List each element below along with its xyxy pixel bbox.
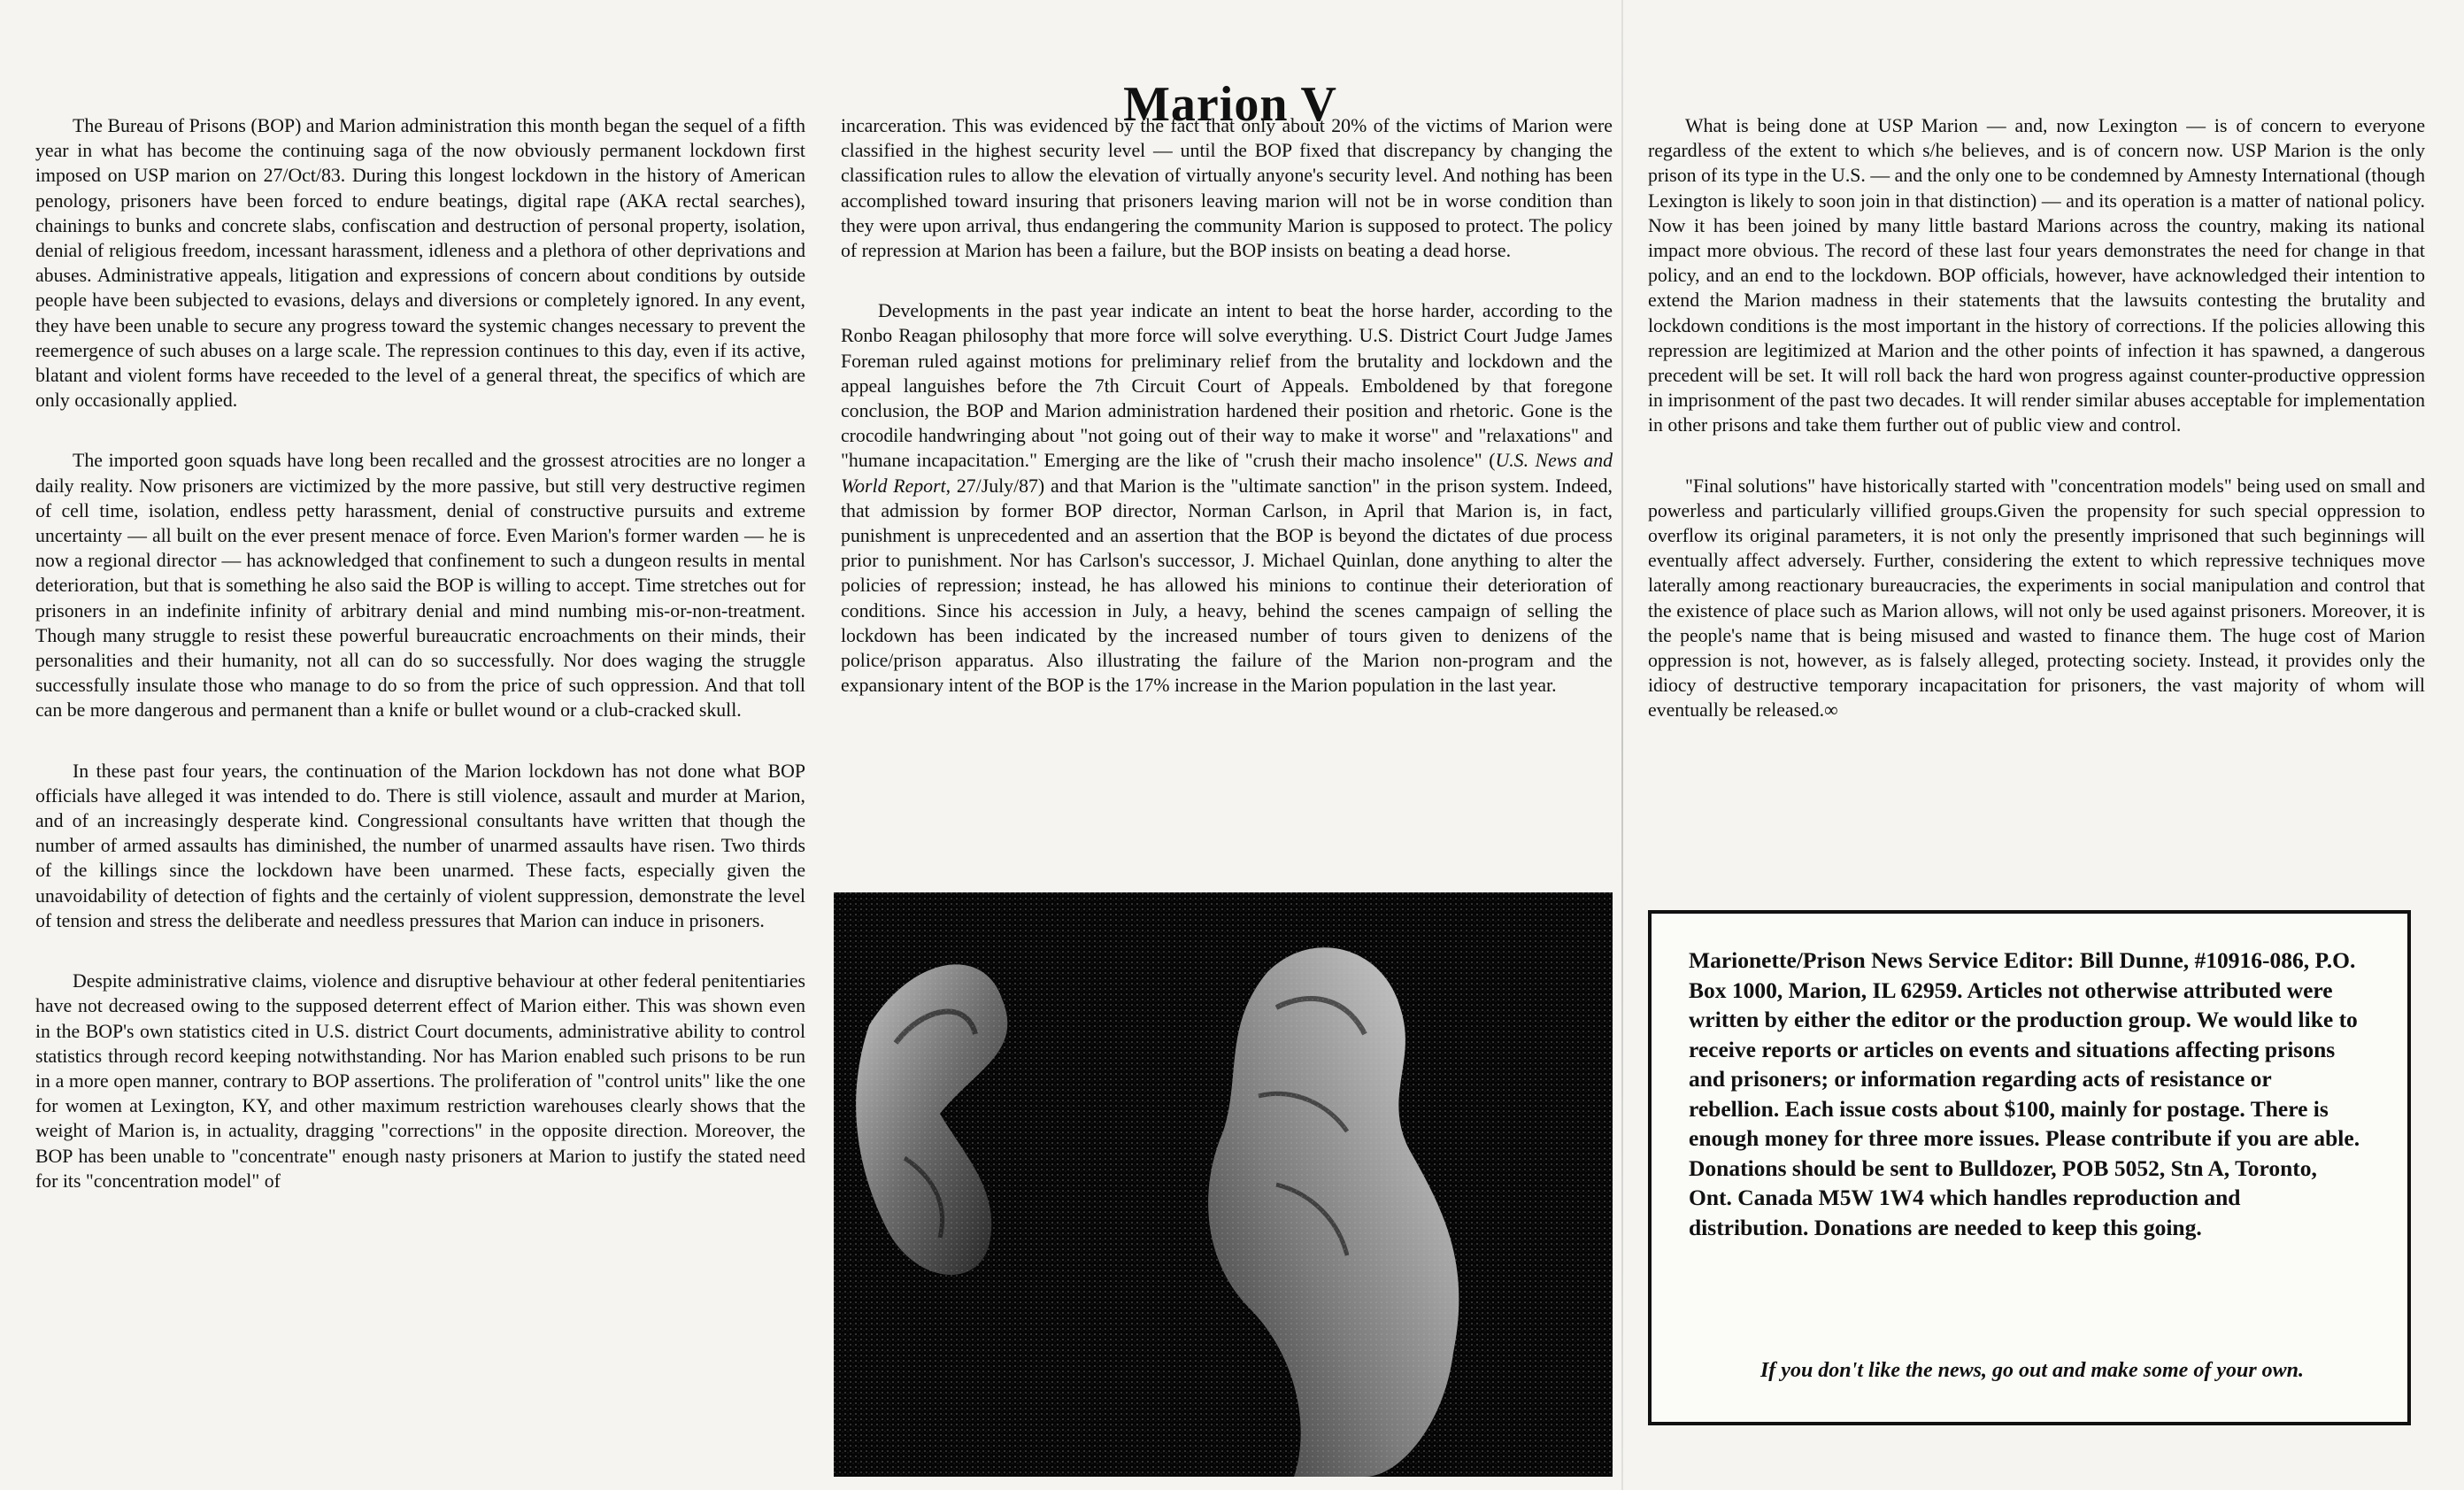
paragraph: Despite administrative claims, violence and disruptive behaviour at other federal penitentiaries have not decreased owing to the supposed deterrent effect of Marion either. This was shown even in the BOP's own statistics cited in U.S. district Court documents, administrative ability to control statistics through record keeping notwithstanding. Nor has Marion enabled such prisons to be run in a more open manner, contrary to BOP assertions. The proliferation of "control units" like the one for women at Lexington, KY, and other maximum restriction warehouses clearly shows that the weight of Marion is, in actuality, dragging "corrections" in the opposite direction. Moreover, the BOP has been unable to "concentrate" enough nasty prisoners at Marion to justify the stated need for its "concentration model" of bbox=[35, 970, 805, 1192]
paragraph: In these past four years, the continuation of the Marion lockdown has not done what BOP officials have alleged it was intended to do. There is still violence, assault and murder at Marion, and of an increasingly desperate kind. Congressional consultants have written that though the number of armed assaults has diminished, the number of unarmed assaults have risen. Two thirds of the killings since the lockdown have been unarmed. These facts, especially given the unavoidability of detection of fights and the certainly of violent suppression, demonstrate the level of tension and stress the deliberate and needless pressures that Marion can induce in prisoners. bbox=[35, 760, 805, 931]
article-title: Marion V bbox=[1123, 76, 1337, 132]
editor-info-text: Marionette/Prison News Service Editor: Bill Dunne, #10916-086, P.O. Box 1000, Marion, IL 62959. Articles not otherwise attributed were written by either the editor or the production group. We would like to receive reports or articles on events and situations affecting prisons and prisoners; or information regarding acts of resistance or rebellion. Each issue costs about $100, mainly for postage. There is enough money for three more issues. Please contribute if you are able. Donations should be sent to Bulldozer, POB 5052, Stn A, Toronto, Ont. Canada M5W 1W4 which handles reproduction and distribution. Donations are needed to keep this going. bbox=[1689, 947, 2360, 1240]
paragraph: "Final solutions" have historically started with "concentration models" being used on small and powerless and particularly villified groups.Given the propensity for such special oppression to overflow its original parameters, it is not only the presently imprisoned that such beginnings will eventually affect adversely. Further, considering the extent to which repressive techniques move laterally among reactionary bureaucracies, the experiments in social manipulation and control that the existence of place such as Marion allows, will not only be used against prisoners. Moreover, it is the people's name that is being misused and wasted to finance them. The huge cost of Marion oppression is not, however, as is falsely alleged, protecting society. Instead, it provides only the idiocy of destructive temporary incapacitation for prisoners, the vast majority of whom will eventually be released.∞ bbox=[1648, 475, 2425, 722]
paragraph bbox=[841, 298, 1613, 698]
paragraph-text: , 27/July/87) and that Marion is the "ultimate sanction" in the prison system. Indeed, that admission by former BOP director, Norman Carlson, in April that Marion is, in fact, punishment is unprecedented and an assertion that the BOP is beyond the dictates of due process prior to punishment. Nor has Carlson's successor, J. Michael Quinlan, done anything to alter the policies of repression; instead, he has allowed his minions to continue their deterioration of conditions. Since his accession in July, a heavy, behind the scenes campaign of selling the lockdown has been indicated by the increased number of tours given to denizens of the police/prison apparatus. Also illustrating the failure of the Marion non-program and the expansionary intent of the BOP is the 17% increase in the Marion population in the last year. bbox=[841, 475, 1613, 697]
page-fold bbox=[1621, 0, 1623, 1490]
article-column-right bbox=[1648, 113, 2425, 759]
paragraph: The imported goon squads have long been recalled and the grossest atrocities are no longer a daily reality. Now prisoners are victimized by the more passive, but still very destructive regimen of cell time, isolation, endless petty harassment, denial of constructive pursuits and extreme uncertainty — all built on the ever present menace of force. Even Marion's former warden — he is now a regional director — has acknowledged that confinement to such a dungeon results in mental deterioration, but that is something he also said the BOP is willing to accept. Time stretches out for prisoners in an indefinite infinity of arbitrary denial and mind numbing mis-or-non-treatment. Though many struggle to resist these powerful bureaucratic encroachments on their minds, their personalities and their humanity, not all can do so successfully. Nor does waging the struggle successfully insulate those who manage to do so from the price of such oppression. And that toll can be more dangerous and permanent than a knife or bullet wound or a club-cracked skull. bbox=[35, 450, 805, 722]
paragraph-text: Developments in the past year indicate an intent to beat the horse harder, according to the Ronbo Reagan philosophy that more force will solve everything. U.S. District Court Judge James Foreman ruled against motions for preliminary relief from the brutality and lockdown and the appeal languishes before the 7th Circuit Court of Appeals. Emboldened by that foregone conclusion, the BOP and Marion administration hardened their position and rhetoric. Gone is the crocodile handwringing about "not going out of their way to make it worse" and "relaxations" and "humane incapacitation." Emerging are the like of "crush their macho insolence" ( bbox=[841, 300, 1613, 472]
source-citation: U.S. News and World Report bbox=[841, 450, 1613, 497]
clenched-fists-photo bbox=[834, 892, 1613, 1477]
paragraph: incarceration. This was evidenced by the fact that only about 20% of the victims of Marion were classified in the highest security level — until the BOP fixed that discrepancy by changing the classification rules to allow the elevation of virtually anyone's security level. And nothing has been accomplished toward insuring that prisoners leaving marion will not be in worse condition than they were upon arrival, thus endangering the community Marion is supposed to protect. The policy of repression at Marion has been a failure, but the BOP insists on beating a dead horse. bbox=[841, 115, 1613, 262]
editor-tagline: If you don't like the news, go out and make some of your own. bbox=[1759, 1359, 2305, 1382]
article-column-left bbox=[35, 113, 805, 1229]
article-column-middle bbox=[841, 113, 1613, 733]
paragraph: The Bureau of Prisons (BOP) and Marion administration this month began the sequel of a fifth year in what has become the continuing saga of the now obviously permanent lockdown first imposed on USP marion on 27/Oct/83. During this longest lockdown in the history of American penology, prisoners have been forced to endure beatings, digital rape (AKA rectal searches), chainings to bunks and concrete slabs, confiscation and destruction of personal property, isolation, denial of religious freedom, incessant harassment, idleness and a plethora of other deprivations and abuses. Administrative appeals, litigation and expressions of concern about conditions by outside people have been subjected to evasions, delays and diversions or completely ignored. In any event, they have been unable to secure any progress toward the systemic changes necessary to prevent the reemergence of such abuses on a large scale. The repression continues to this day, even if its active, blatant and violent forms have receeded to the level of a general threat, the specifics of which are only occasionally applied. bbox=[35, 115, 805, 412]
editor-info-box bbox=[1648, 910, 2411, 1425]
photo-illustration bbox=[834, 892, 1613, 1477]
paragraph: What is being done at USP Marion — and, now Lexington — is of concern to everyone regardless of the extent to which s/he believes, and is of concern now. USP Marion is the only prison of its type in the U.S. — and the only one to be condemned by Amnesty International (though Lexington is likely to soon join in that distinction) — and its operation is a matter of national policy. Now it has been joined by many little bastard Marions across the country, making its national impact more obvious. The record of these last four years demonstrates the need for change in that policy, and an end to the lockdown. BOP officials, however, have acknowledged their intention to extend the Marion madness in their statements that the lawsuits contesting the brutality and lockdown conditions is the most important in the history of corrections. If the policies allowing this repression are legitimized at Marion and the other points of infection it has spawned, a dangerous precedent will be set. It will roll back the hard won progress against counter-productive oppression in imprisonment of the past two decades. It will render similar abuses acceptable for implementation in other prisons and take them further out of public view and control. bbox=[1648, 115, 2425, 436]
